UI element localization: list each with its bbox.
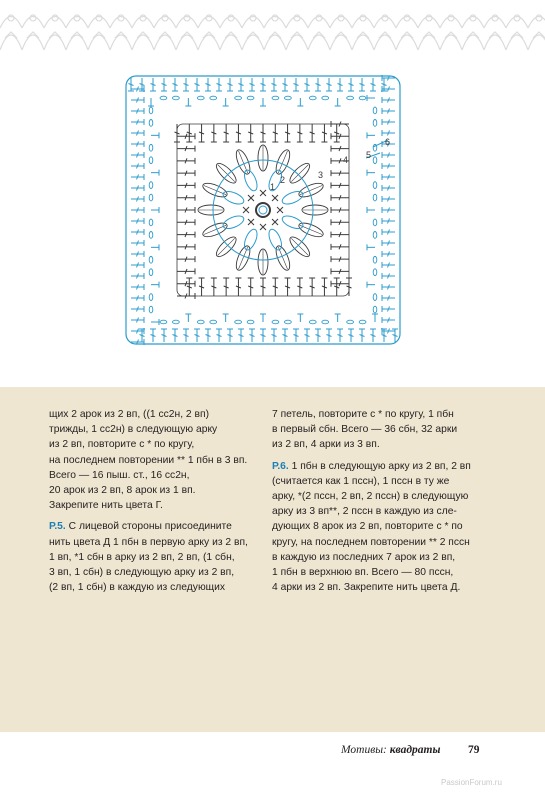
lace-border-decoration (0, 0, 545, 50)
round-label-2: 2 (280, 175, 286, 185)
round-6-label: Р.6. (272, 460, 289, 472)
round-label-5: 5 (366, 150, 372, 160)
instructions-right-column (272, 407, 487, 601)
watermark: PassionForum.ru (441, 778, 502, 787)
left-paragraph-1: щих 2 арок из 2 вп, ((1 сс2н, 2 вп) трижды, 1 сс2н) в следующую арку из 2 вп, повторите с * по кругу, на последнем повторении ** 1 пбн в 3 вп. Всего — 16 пыш. ст., 16 сс2н, 20 арок из 2 вп, 8 арок из 1 вп. Закрепите нить цвета Г. (49, 409, 248, 512)
round-5-text: С лицевой стороны присоедините нить цвета Д 1 пбн в первую арку из 2 вп, 1 вп, *1 сбн в арку из 2 вп, 2 вп, (1 сбн, 3 вп, 1 сбн) в следующую арку из 2 вп, (2 вп, 1 сбн) в каждую из следующих (49, 521, 248, 594)
round-label-3: 3 (318, 170, 324, 180)
round-5-label: Р.5. (49, 521, 66, 533)
footer-title-bold: квадраты (389, 744, 441, 756)
instructions-left-column (49, 407, 264, 601)
round-label-6: 6 (385, 137, 391, 147)
footer-title-italic: Мотивы: (341, 744, 390, 756)
right-paragraph-1: 7 петель, повторите с * по кругу, 1 пбн в первый сбн. Всего — 36 сбн, 32 арки из 2 вп, 4 арки из 3 вп. (272, 409, 458, 451)
round-6-text: 1 пбн в следующую арку из 2 вп, 2 вп (считается как 1 пссн), 1 пссн в ту же арку, *(2 пссн, 2 вп, 2 пссн) в следующую арку из 3 вп**, 2 пссн в каждую из сле- дующих 8 арок из 2 вп, повторите с * по кругу, на последнем повторении ** 2 пссн в каждую из последних 7 арок из 2 вп, 1 пбн в верхнюю вп. Всего — 80 пссн, 4 арки из 2 вп. Закрепите нить цвета Д. (272, 460, 471, 594)
page-number: 79 (468, 744, 480, 756)
crochet-motif-diagram (118, 70, 408, 350)
round-label-4: 4 (343, 155, 349, 165)
instructions-panel (0, 387, 545, 732)
round-label-1: 1 (270, 182, 276, 192)
round-5-paragraph (49, 519, 264, 595)
running-footer-title (341, 744, 441, 756)
round-6-paragraph (272, 459, 487, 596)
